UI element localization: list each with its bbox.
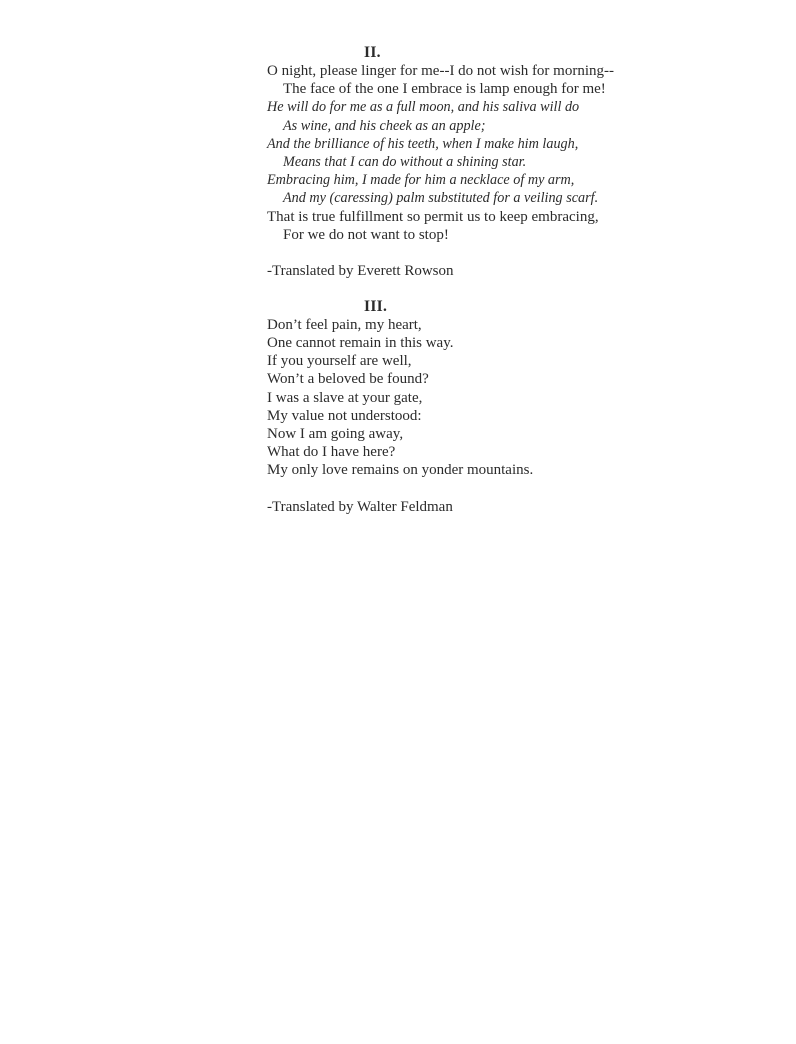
poem-line: And the brilliance of his teeth, when I make him laugh, — [267, 135, 579, 152]
poem-line: Don’t feel pain, my heart, — [267, 316, 422, 333]
spacer — [267, 480, 687, 498]
poem-line: O night, please linger for me--I do not wish for morning-- — [267, 63, 614, 79]
section-heading: III. — [364, 297, 388, 315]
poem-page — [267, 44, 687, 516]
poem-line: For we do not want to stop! — [283, 226, 449, 243]
poem-line: What do I have here? — [267, 444, 396, 461]
poem-line: Won’t a beloved be found? — [267, 371, 429, 388]
poem-line: The face of the one I embrace is lamp enough for me! — [283, 81, 606, 98]
translator-credit: -Translated by Walter Feldman — [267, 498, 453, 515]
poem-line: My value not understood: — [267, 407, 422, 424]
spacer — [267, 244, 687, 262]
poem-line: And my (caressing) palm substituted for a veiling scarf. — [283, 190, 599, 207]
poem-line: Now I am going away, — [267, 426, 404, 442]
poem-line: Embracing him, I made for him a necklace of my arm, — [267, 172, 575, 189]
poem-line: If you yourself are well, — [267, 353, 412, 370]
poem-line: I was a slave at your gate, — [267, 389, 423, 406]
translator-credit: -Translated by Everett Rowson — [267, 262, 454, 279]
poem-line: My only love remains on yonder mountains. — [267, 462, 534, 479]
poem-line: That is true fulfillment so permit us to keep embracing, — [267, 208, 599, 225]
poem-line: As wine, and his cheek as an apple; — [283, 117, 486, 134]
poem-section-ii — [267, 44, 687, 280]
poem-line: He will do for me as a full moon, and his saliva will do — [267, 99, 580, 116]
poem-section-iii — [267, 298, 687, 516]
section-heading: II. — [364, 44, 381, 61]
poem-line: Means that I can do without a shining star. — [283, 153, 527, 170]
poem-line: One cannot remain in this way. — [267, 335, 454, 352]
spacer — [267, 280, 687, 298]
